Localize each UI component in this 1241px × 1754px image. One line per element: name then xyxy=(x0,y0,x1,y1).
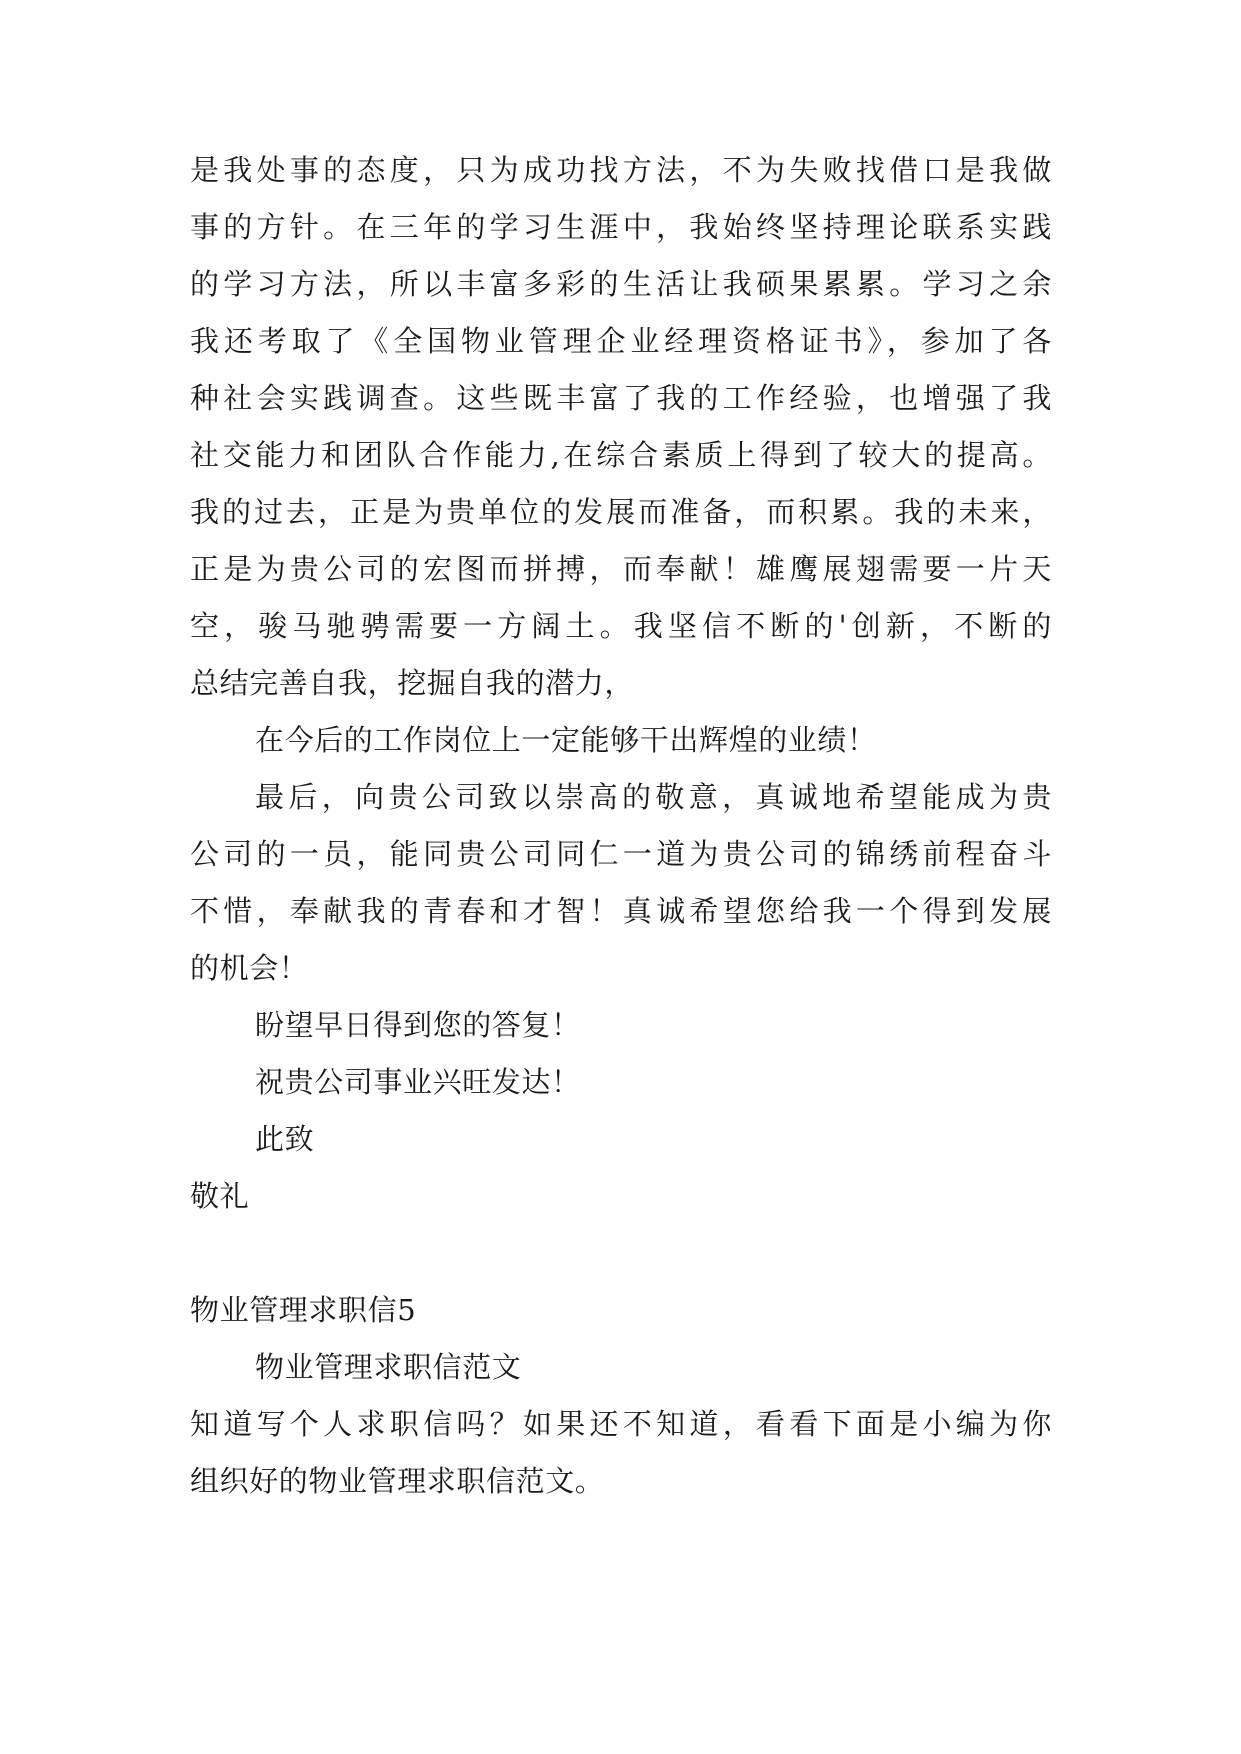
body-line-6: 社交能力和团队合作能力,在综合素质上得到了较大的提高。 xyxy=(190,438,1052,472)
closing-line-2: 祝贵公司事业兴旺发达！ xyxy=(255,1065,581,1099)
body-line-14: 不惜，奉献我的青春和才智！真诚希望您给我一个得到发展 xyxy=(190,894,1052,928)
salutation-jingli: 敬礼 xyxy=(190,1179,250,1213)
body-line-3: 的学习方法，所以丰富多彩的生活让我硕果累累。学习之余 xyxy=(190,267,1052,301)
body-line-4: 我还考取了《全国物业管理企业经理资格证书》，参加了各 xyxy=(190,324,1052,358)
body-line-1: 是我处事的态度，只为成功找方法，不为失败找借口是我做 xyxy=(190,153,1052,187)
body-line-13: 公司的一员，能同贵公司同仁一道为贵公司的锦绣前程奋斗 xyxy=(190,837,1052,871)
closing-line-1: 盼望早日得到您的答复！ xyxy=(255,1008,581,1042)
section-title: 物业管理求职信5 xyxy=(190,1293,417,1327)
body-line-7: 我的过去，正是为贵单位的发展而准备，而积累。我的未来， xyxy=(190,495,1052,529)
body-line-15: 的机会！ xyxy=(190,951,309,985)
intro-line-2: 组织好的物业管理求职信范文。 xyxy=(190,1464,605,1498)
section-subtitle: 物业管理求职信范文 xyxy=(255,1350,522,1384)
body-line-5: 种社会实践调查。这些既丰富了我的工作经验，也增强了我 xyxy=(190,381,1052,415)
salutation-cizhi: 此致 xyxy=(255,1122,315,1156)
body-line-12: 最后，向贵公司致以崇高的敬意，真诚地希望能成为贵 xyxy=(255,780,1052,814)
intro-line-1: 知道写个人求职信吗？如果还不知道，看看下面是小编为你 xyxy=(190,1407,1052,1441)
body-line-10: 总结完善自我，挖掘自我的潜力， xyxy=(190,666,635,700)
body-line-8: 正是为贵公司的宏图而拼搏，而奉献！雄鹰展翅需要一片天 xyxy=(190,552,1052,586)
body-line-11: 在今后的工作岗位上一定能够干出辉煌的业绩！ xyxy=(255,723,877,757)
body-line-9: 空，骏马驰骋需要一方阔土。我坚信不断的'创新，不断的 xyxy=(190,609,1052,643)
body-line-2: 事的方针。在三年的学习生涯中，我始终坚持理论联系实践 xyxy=(190,210,1052,244)
